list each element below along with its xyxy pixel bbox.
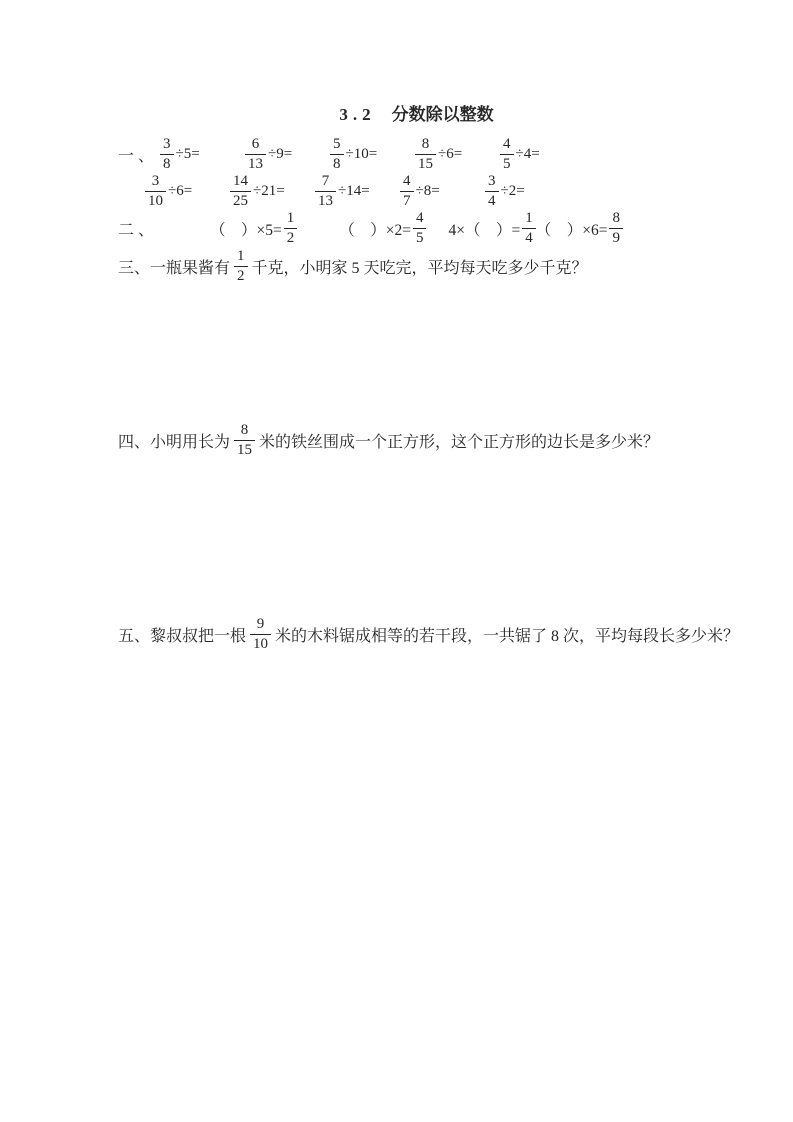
math-expression (330, 136, 415, 174)
fill-blank-item (536, 210, 623, 248)
equation-text: 4×（ ）= (448, 221, 521, 239)
problem-text-after: 米的木料锯成相等的若干段，一共锯了 8 次，平均每段长多少米？ (275, 628, 740, 646)
fraction-denominator: 10 (253, 636, 269, 653)
fraction-numerator: 1 (234, 248, 248, 267)
equation-text: （ ）×6= (535, 221, 608, 239)
math-expression (245, 136, 330, 174)
fraction-numerator: 4 (400, 173, 414, 192)
section1-row1 (118, 136, 585, 174)
fraction (413, 210, 427, 248)
fraction-denominator: 2 (286, 230, 295, 247)
problem-text-before: 小明用长为 (150, 434, 231, 452)
operator-text: ÷2= (500, 183, 525, 200)
operator-text: ÷14= (338, 183, 370, 200)
section1-row2 (145, 173, 570, 211)
fraction-numerator: 6 (245, 136, 266, 155)
fill-blank-item (339, 210, 426, 248)
fraction-numerator: 5 (330, 136, 344, 155)
fraction-denominator: 15 (237, 442, 253, 459)
fraction-denominator: 13 (248, 156, 263, 173)
fraction (230, 173, 251, 211)
fraction-denominator: 25 (233, 193, 248, 210)
problem-text-before: 黎叔叔把一根 (150, 628, 247, 646)
section1-label: 一 、 (118, 148, 155, 166)
fraction-denominator: 10 (148, 193, 163, 210)
math-expression (485, 173, 570, 211)
page-title (0, 100, 793, 125)
equation-text: （ ）×2= (339, 221, 411, 239)
operator-text: ÷8= (415, 183, 440, 200)
problem-text-before: 一瓶果酱有 (150, 260, 231, 278)
operator-text: ÷6= (168, 183, 193, 200)
fraction (485, 173, 499, 211)
problem-text-after: 千克，小明家 5 天吃完，平均每天吃多少千克？ (251, 260, 588, 278)
fraction-numerator: 3 (160, 136, 174, 155)
fraction (315, 173, 336, 211)
fraction-denominator: 4 (488, 193, 496, 210)
fraction-denominator: 15 (418, 156, 433, 173)
fraction (609, 210, 623, 248)
math-expression (160, 136, 245, 174)
fraction (160, 136, 174, 174)
section2-fill-blanks (118, 210, 623, 248)
fraction-denominator: 13 (318, 193, 333, 210)
fraction-denominator: 8 (333, 156, 341, 173)
fraction (415, 136, 436, 174)
section5-label: 五、 (118, 628, 151, 646)
operator-text: ÷4= (515, 146, 540, 163)
title-text: 分数除以整数 (391, 105, 494, 124)
math-expression (315, 173, 400, 211)
fraction (522, 210, 536, 248)
fraction-numerator: 1 (284, 210, 298, 229)
fraction-numerator: 14 (230, 173, 251, 192)
fraction-numerator: 8 (415, 136, 436, 155)
operator-text: ÷21= (253, 183, 285, 200)
fraction-numerator: 8 (609, 210, 623, 229)
fraction-numerator: 8 (234, 422, 255, 441)
math-expression (500, 136, 585, 174)
operator-text: ÷10= (345, 146, 378, 163)
fraction-numerator: 9 (250, 616, 271, 635)
fraction-denominator: 8 (163, 156, 171, 173)
fraction-denominator: 9 (612, 230, 620, 247)
math-expression (230, 173, 315, 211)
section5-word-problem (118, 616, 739, 654)
section3-label: 三、 (118, 260, 151, 278)
fraction-numerator: 7 (315, 173, 336, 192)
equation-text: （ ）×5= (210, 221, 282, 239)
fill-blank-item (210, 210, 297, 248)
section3-word-problem (118, 248, 588, 286)
fraction-denominator: 2 (237, 268, 245, 285)
fraction (234, 248, 248, 286)
fraction-numerator: 4 (500, 136, 514, 155)
operator-text: ÷6= (438, 146, 463, 163)
fraction (330, 136, 344, 174)
problem-text-after: 米的铁丝围成一个正方形，这个正方形的边长是多少米？ (259, 434, 660, 452)
fraction-denominator: 5 (415, 230, 424, 247)
fraction (145, 173, 166, 211)
fraction-numerator: 4 (413, 210, 427, 229)
fraction-denominator: 7 (403, 193, 411, 210)
fill-blank-item (448, 210, 535, 248)
fraction (400, 173, 414, 211)
fraction-numerator: 1 (522, 210, 536, 229)
math-expression (400, 173, 485, 211)
fraction (250, 616, 271, 654)
math-expression (145, 173, 230, 211)
fraction-numerator: 3 (485, 173, 499, 192)
fraction-numerator: 3 (145, 173, 166, 192)
title-number: 3.2 (339, 105, 376, 124)
fraction (245, 136, 266, 174)
fraction-denominator: 5 (503, 156, 511, 173)
section2-label: 二 、 (118, 222, 155, 240)
fraction (500, 136, 514, 174)
section4-word-problem (118, 422, 659, 460)
fraction-denominator: 4 (525, 230, 533, 247)
section4-label: 四、 (118, 434, 151, 452)
fraction (284, 210, 298, 248)
operator-text: ÷5= (175, 146, 200, 163)
operator-text: ÷9= (268, 146, 293, 163)
fraction (234, 422, 255, 460)
math-expression (415, 136, 500, 174)
